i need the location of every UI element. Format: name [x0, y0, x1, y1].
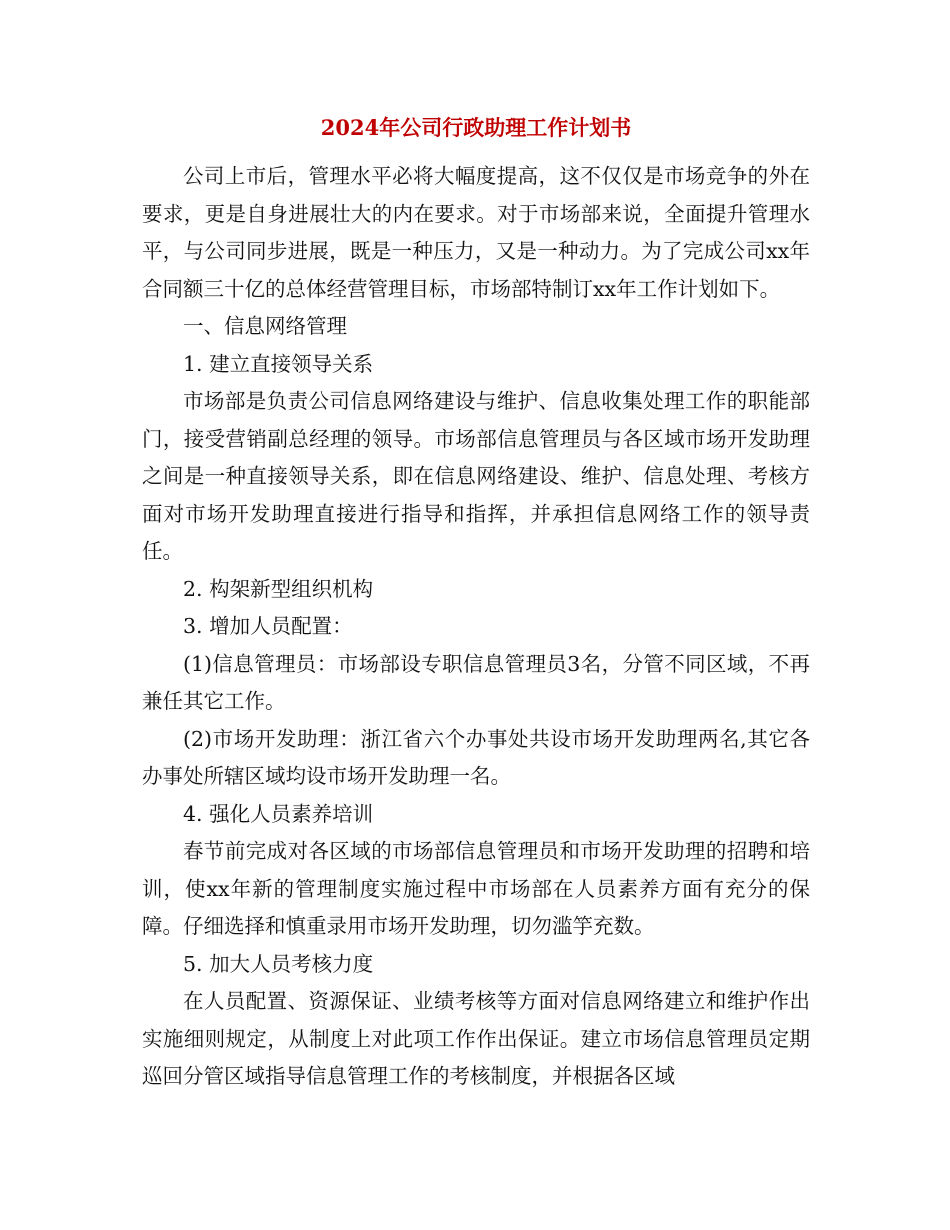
subheading-organization-structure: 2. 构架新型组织机构: [183, 576, 374, 601]
paragraph-training: 春节前完成对各区域的市场部信息管理员和市场开发助理的招聘和培训，使xx年新的管理制度实施过程中市场部在人员素养方面有充分的保障。仔细选择和慎重录用市场开发助理，切勿滥竽充数。: [142, 839, 810, 938]
document-body: [142, 158, 810, 1096]
paragraph-intro: 公司上市后，管理水平必将大幅度提高，这不仅仅是市场竞争的外在要求，更是自身进展壮大的内在要求。对于市场部来说，全面提升管理水平，与公司同步进展，既是一种压力，又是一种动力。为了完成公司xx年合同额三十亿的总体经营管理目标，市场部特制订xx年工作计划如下。: [142, 164, 810, 301]
subheading-direct-leadership: 1. 建立直接领导关系: [183, 351, 374, 376]
subheading-staffing: 3. 增加人员配置：: [183, 614, 353, 638]
paragraph-market-assistant: (2)市场开发助理：浙江省六个办事处共设市场开发助理两名,其它各办事处所辖区域均设市场开发助理一名。: [142, 726, 810, 788]
section-heading-information-network: 一、信息网络管理: [183, 314, 347, 338]
subheading-training: 4. 强化人员素养培训: [183, 801, 374, 826]
document-title: 2024年公司行政助理工作计划书: [320, 115, 632, 140]
paragraph-information-manager: (1)信息管理员：市场部设专职信息管理员3名，分管不同区域，不再兼任其它工作。: [142, 651, 810, 713]
paragraph-assessment: 在人员配置、资源保证、业绩考核等方面对信息网络建立和维护作出实施细则规定，从制度上对此项工作作出保证。建立市场信息管理员定期巡回分管区域指导信息管理工作的考核制度，并根据各区域: [142, 989, 810, 1088]
paragraph-direct-leadership: 市场部是负责公司信息网络建设与维护、信息收集处理工作的职能部门，接受营销副总经理的领导。市场部信息管理员与各区域市场开发助理之间是一种直接领导关系，即在信息网络建设、维护、信息处理、考核方面对市场开发助理直接进行指导和指挥，并承担信息网络工作的领导责任。: [142, 389, 810, 563]
subheading-assessment: 5. 加大人员考核力度: [183, 951, 374, 976]
